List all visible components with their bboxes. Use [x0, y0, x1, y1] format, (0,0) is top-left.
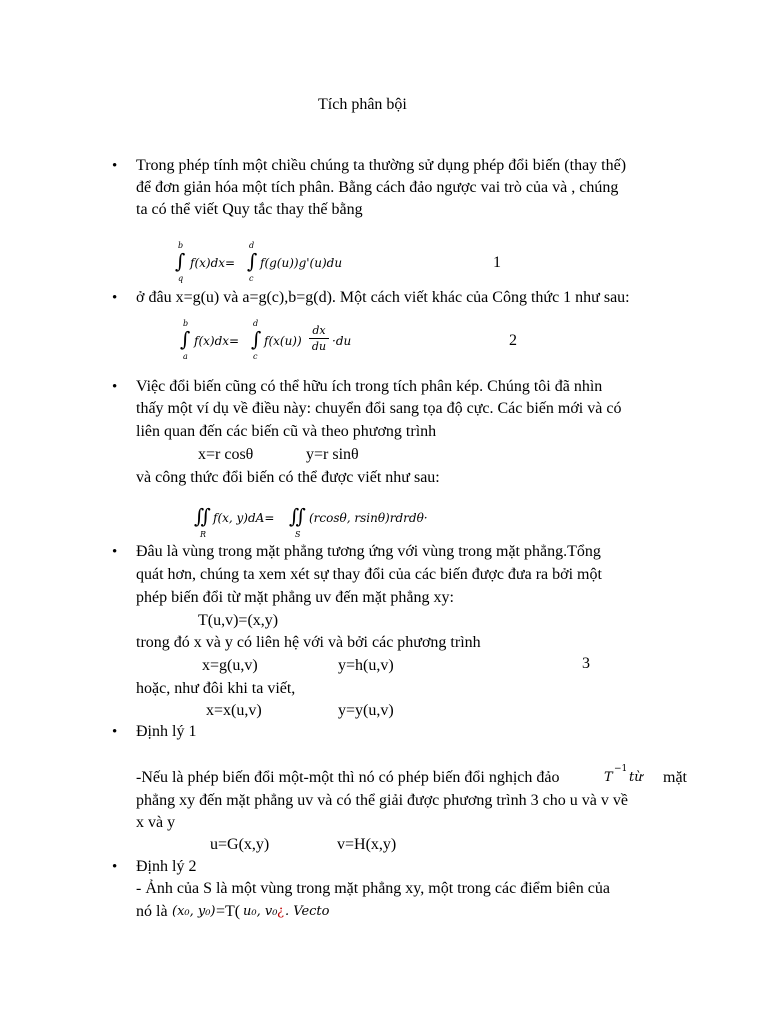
paragraph-line: phẳng xy đến mặt phẳng uv và có thể giải được phương trình 3 cho u và v về	[136, 792, 628, 809]
integral-sign: ∫	[175, 249, 186, 273]
equation-number: 3	[582, 655, 590, 672]
lower-limit: a	[183, 352, 188, 361]
inverse-exponent: −1	[614, 764, 628, 774]
paragraph-line: liên quan đến các biến cũ và theo phương trình	[136, 423, 437, 440]
paragraph-line: để đơn giản hóa một tích phân. Bằng cách đảo ngược vai trò của và , chúng	[136, 179, 619, 196]
y-equation: y=y(u,v)	[338, 702, 394, 719]
u-equation: u=G(x,y)	[210, 836, 270, 853]
fraction-bar	[309, 338, 329, 339]
paragraph-line: -Nếu là phép biến đổi một-một thì nó có phép biến đổi nghịch đảo	[136, 769, 560, 786]
equation-number: 2	[509, 332, 517, 349]
bullet-icon: •	[112, 290, 118, 306]
vector-text: . Vecto	[285, 904, 330, 919]
equation-number: 1	[493, 254, 501, 271]
integral-right: f(g(u))g'(u)du	[260, 256, 343, 270]
integral-sign: ∫	[251, 327, 262, 351]
paragraph-line: ta có thể viết Quy tắc thay thế bằng	[136, 201, 363, 218]
paragraph-line: và công thức đổi biến có thể được viết như sau:	[136, 469, 440, 486]
lower-limit: c	[249, 274, 254, 283]
x-equation: x=g(u,v)	[202, 657, 258, 674]
page-title: Tích phân bội	[318, 96, 407, 113]
preimage-point: u₀, v₀	[243, 904, 278, 919]
upper-limit: d	[253, 319, 259, 328]
paragraph-line: ở đâu x=g(u) và a=g(c),b=g(d). Một cách viết khác của Công thức 1 như sau:	[136, 289, 630, 306]
integral-right: f(x(u))	[264, 334, 302, 348]
paragraph-line: thấy một ví dụ về điều này: chuyển đổi sang tọa độ cực. Các biến mới và có	[136, 400, 622, 417]
v-equation: v=H(x,y)	[337, 836, 397, 853]
lower-limit: c	[253, 352, 258, 361]
integral-tail: ·du	[332, 334, 352, 348]
paragraph-line: x và y	[136, 814, 176, 831]
integral-right: (rcosθ, rsinθ)rdrdθ·	[309, 511, 428, 525]
paragraph-line: trong đó x và y có liên hệ với và bởi các phương trình	[136, 634, 481, 651]
fraction-denominator: du	[311, 340, 327, 353]
inverse-t: T	[604, 770, 613, 785]
boundary-point: (x₀, y₀)	[172, 904, 216, 919]
paragraph-line: Trong phép tính một chiều chúng ta thường sử dụng phép đổi biến (thay thế)	[136, 157, 627, 174]
transform-of-point: =T(	[216, 903, 241, 920]
paragraph-line: nó là	[136, 903, 168, 920]
region-label: S	[295, 530, 301, 539]
x-equation: x=x(u,v)	[206, 702, 262, 719]
integral-left: f(x)dx=	[190, 256, 236, 270]
upper-limit: b	[183, 319, 189, 328]
inverted-question-mark: ¿	[277, 904, 284, 919]
integral-left: f(x, y)dA=	[213, 511, 275, 525]
theorem-heading: Định lý 1	[136, 723, 197, 740]
integral-sign: ∫	[247, 249, 258, 273]
region-label: R	[200, 530, 207, 539]
integral-sign: ∫	[180, 327, 191, 351]
bullet-icon: •	[112, 379, 118, 395]
lower-limit: q	[178, 274, 184, 283]
theorem-heading: Định lý 2	[136, 858, 197, 875]
double-integral-sign: ∬	[289, 504, 307, 528]
y-equation: y=h(u,v)	[338, 657, 394, 674]
paragraph-line: Việc đổi biến cũng có thể hữu ích trong tích phân kép. Chúng tôi đã nhìn	[136, 378, 603, 395]
upper-limit: d	[249, 241, 255, 250]
bullet-icon: •	[112, 158, 118, 174]
fraction-numerator: dx	[312, 324, 326, 337]
paragraph-line: quát hơn, chúng ta xem xét sự thay đổi của các biến được đưa ra bởi một	[136, 566, 602, 583]
paragraph-line: phép biến đổi từ mặt phẳng uv đến mặt phẳng xy:	[136, 589, 454, 606]
paragraph-line: - Ảnh của S là một vùng trong mặt phẳng xy, một trong các điểm biên của	[136, 880, 610, 897]
transformation-equation: T(u,v)=(x,y)	[198, 612, 279, 629]
polar-y-equation: y=r sinθ	[306, 446, 359, 463]
double-integral-sign: ∬	[194, 504, 212, 528]
bullet-icon: •	[112, 544, 118, 560]
integral-left: f(x)dx=	[194, 334, 240, 348]
derivative-fraction	[309, 324, 329, 353]
paragraph-line: hoặc, như đôi khi ta viết,	[136, 680, 296, 697]
polar-x-equation: x=r cosθ	[198, 446, 254, 463]
inverse-word: từ	[629, 770, 643, 785]
paragraph-line: Đâu là vùng trong mặt phẳng tương ứng với vùng trong mặt phẳng.Tổng	[136, 543, 601, 560]
bullet-icon: •	[112, 859, 118, 875]
upper-limit: b	[178, 241, 184, 250]
bullet-icon: •	[112, 724, 118, 740]
paragraph-line-end: mặt	[663, 769, 687, 786]
